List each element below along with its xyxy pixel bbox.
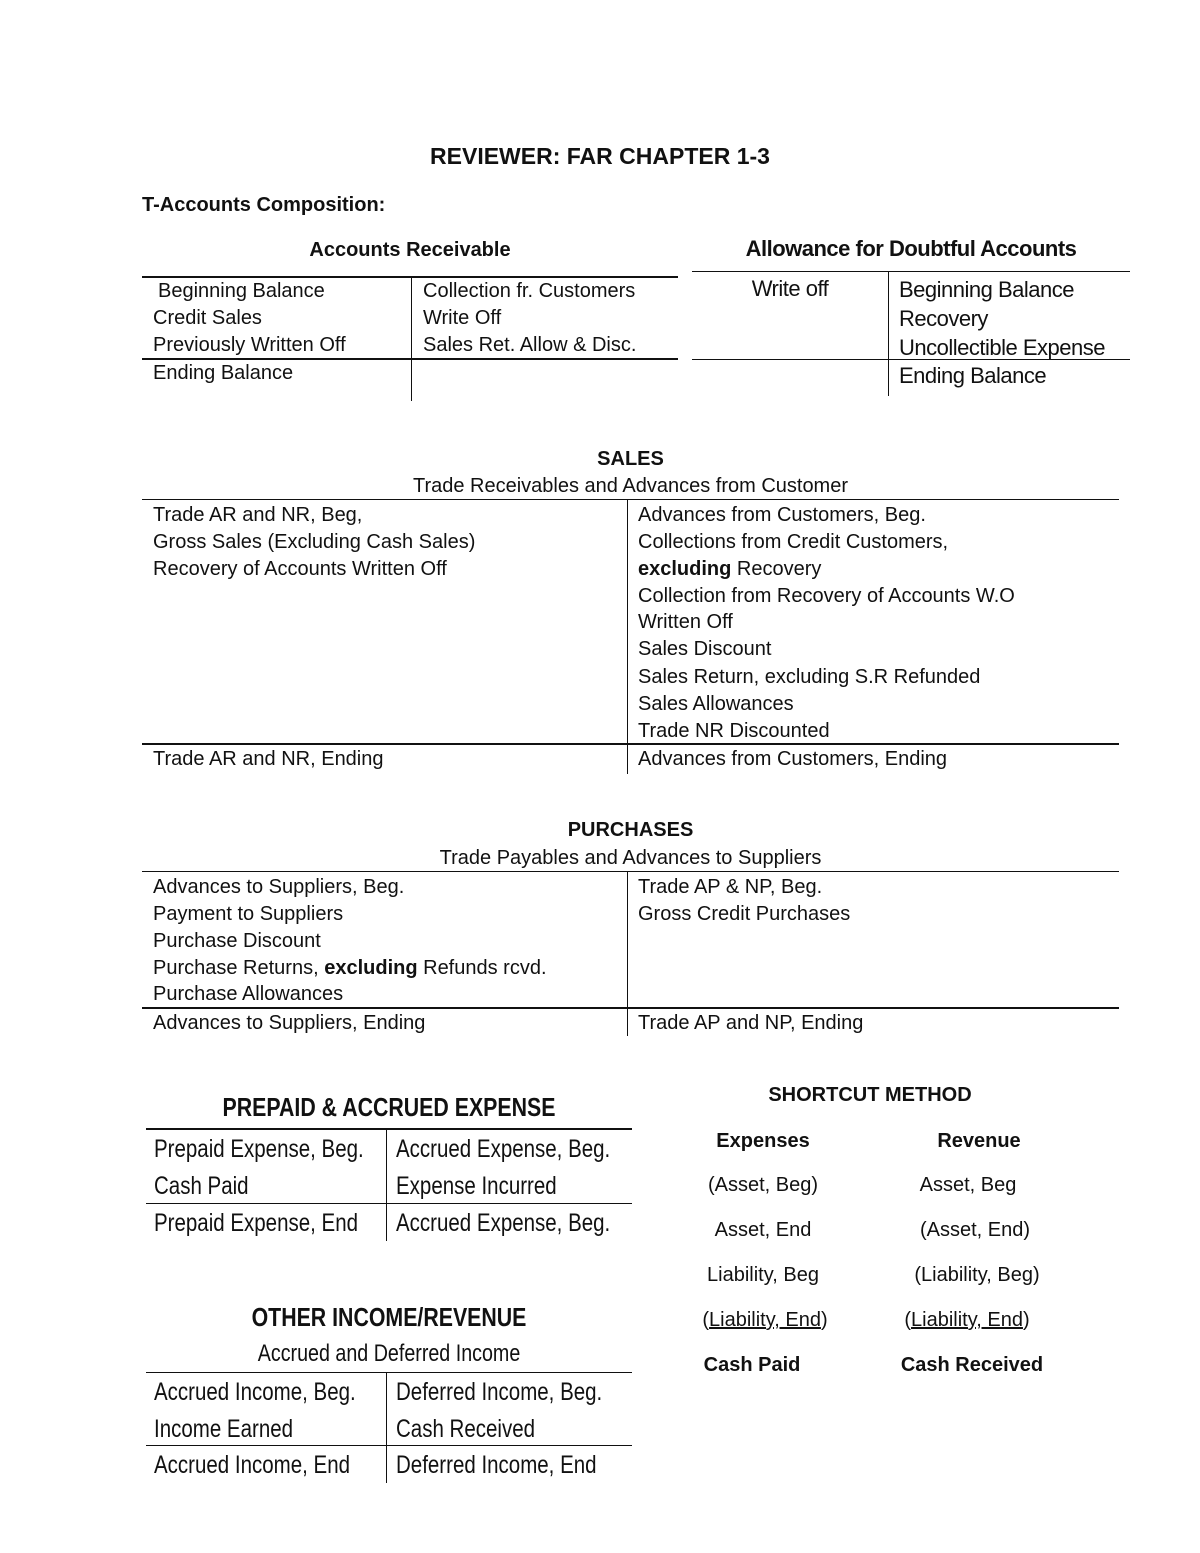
underlined-text: Liability, End (911, 1309, 1023, 1331)
sales-credit-item: Collection from Recovery of Accounts W.O (638, 585, 1015, 607)
expenses-header: Expenses (716, 1130, 810, 1152)
purchases-top-rule (142, 871, 1119, 872)
shortcut-title: SHORTCUT METHOD (768, 1084, 972, 1106)
sales-credit-total: Advances from Customers, Ending (638, 748, 948, 770)
sales-credit-item: Collections from Credit Customers, (638, 531, 949, 553)
sales-title: SALES (597, 448, 664, 470)
sales-credit-item: Sales Allowances (638, 693, 794, 715)
deferred-income-total: Deferred Income, End (396, 1451, 597, 1479)
paren: ) (1022, 1309, 1030, 1331)
sales-debit-item: Recovery of Accounts Written Off (153, 558, 447, 580)
ar-debit-item: Beginning Balance (158, 280, 325, 302)
allowance-credit-item: Recovery (899, 306, 988, 331)
page-title: REVIEWER: FAR CHAPTER 1-3 (430, 143, 770, 169)
ar-credit-item: Collection fr. Customers (423, 280, 636, 302)
sales-top-rule (142, 499, 1119, 500)
prepaid-debit-item: Prepaid Expense, Beg. (154, 1135, 364, 1163)
ar-debit-item: Credit Sales (153, 307, 262, 329)
purchases-debit-item (153, 955, 547, 982)
expenses-item: Liability, Beg (707, 1264, 819, 1286)
sales-debit-total: Trade AR and NR, Ending (153, 748, 384, 770)
expenses-total: Cash Paid (703, 1354, 801, 1376)
accrued-income-total: Accrued Income, End (154, 1451, 350, 1479)
sales-total-rule (142, 743, 1119, 745)
accrued-income-item: Income Earned (154, 1415, 294, 1443)
sales-debit-item: Trade AR and NR, Beg, (153, 504, 363, 526)
purchases-debit-item: Advances to Suppliers, Beg. (153, 876, 405, 898)
prepaid-accrued-title: PREPAID & ACCRUED EXPENSE (222, 1092, 556, 1122)
purchases-debit-item-text: Refunds rcvd. (417, 957, 547, 979)
sales-credit-item-text: Recovery (731, 558, 822, 580)
accrued-credit-total: Accrued Expense, Beg. (396, 1209, 611, 1237)
paren: ( (904, 1309, 912, 1331)
sales-divider (627, 500, 628, 774)
revenue-item (867, 1309, 1067, 1332)
other-income-top-rule (146, 1372, 632, 1373)
purchases-debit-total: Advances to Suppliers, Ending (153, 1012, 426, 1034)
sales-credit-item: Written Off (638, 611, 733, 633)
prepaid-debit-item: Cash Paid (154, 1172, 249, 1200)
revenue-item: (Liability, Beg) (914, 1264, 1040, 1286)
revenue-total: Cash Received (900, 1354, 1044, 1376)
sales-credit-item: Sales Discount (638, 638, 772, 660)
other-income-divider (386, 1373, 387, 1483)
prepaid-accrued-divider (386, 1129, 387, 1241)
accrued-credit-item: Expense Incurred (396, 1172, 557, 1200)
underlined-text: Liability, End (709, 1309, 821, 1331)
purchases-debit-item: Purchase Discount (153, 930, 321, 952)
allowance-debit-item: Write off (751, 276, 829, 301)
expenses-item: (Asset, Beg) (707, 1174, 819, 1196)
allowance-divider (888, 272, 889, 396)
purchases-credit-item: Trade AP & NP, Beg. (638, 876, 823, 898)
allowance-title: Allowance for Doubtful Accounts (745, 236, 1077, 261)
emphasis-text: excluding (638, 558, 732, 580)
purchases-debit-item: Purchase Allowances (153, 983, 344, 1005)
accrued-credit-item: Accrued Expense, Beg. (396, 1135, 611, 1163)
sales-credit-item: Trade NR Discounted (638, 720, 830, 742)
allowance-top-rule (692, 271, 1130, 272)
ar-credit-item: Sales Ret. Allow & Disc. (423, 334, 637, 356)
purchases-credit-total: Trade AP and NP, Ending (638, 1012, 864, 1034)
revenue-item: Asset, Beg (919, 1174, 1017, 1196)
revenue-item: (Asset, End) (919, 1219, 1031, 1241)
ar-credit-item: Write Off (423, 307, 502, 329)
purchases-divider (627, 872, 628, 1036)
prepaid-debit-total: Prepaid Expense, End (154, 1209, 359, 1237)
sales-credit-item: Advances from Customers, Beg. (638, 504, 926, 526)
ar-ending-balance: Ending Balance (153, 362, 294, 384)
allowance-total-rule (692, 359, 1130, 360)
purchases-debit-item: Payment to Suppliers (153, 903, 344, 925)
paren: ( (702, 1309, 710, 1331)
sales-subtitle: Trade Receivables and Advances from Customer (412, 475, 849, 497)
ar-debit-item: Previously Written Off (153, 334, 346, 356)
other-income-title: OTHER INCOME/REVENUE (251, 1302, 527, 1332)
paren: ) (820, 1309, 828, 1331)
expenses-item (665, 1309, 865, 1332)
accrued-income-item: Accrued Income, Beg. (154, 1378, 356, 1406)
purchases-credit-item: Gross Credit Purchases (638, 903, 851, 925)
sales-debit-item: Gross Sales (Excluding Cash Sales) (153, 531, 476, 553)
deferred-income-item: Cash Received (396, 1415, 536, 1443)
emphasis-text: excluding (324, 957, 418, 979)
allowance-ending-balance: Ending Balance (899, 363, 1047, 388)
section-heading: T-Accounts Composition: (142, 194, 386, 216)
purchases-subtitle: Trade Payables and Advances to Suppliers (439, 847, 822, 869)
revenue-header: Revenue (937, 1130, 1021, 1152)
other-income-total-rule (146, 1445, 632, 1446)
ar-title: Accounts Receivable (309, 239, 511, 261)
expenses-item: Asset, End (714, 1219, 812, 1241)
purchases-debit-item-text: Purchase Returns, (153, 957, 325, 979)
prepaid-accrued-total-rule (146, 1203, 632, 1204)
deferred-income-item: Deferred Income, Beg. (396, 1378, 603, 1406)
other-income-subtitle: Accrued and Deferred Income (257, 1340, 521, 1367)
ar-divider (411, 277, 412, 401)
sales-credit-item (638, 556, 821, 583)
prepaid-accrued-top-rule (146, 1128, 632, 1130)
allowance-credit-item: Uncollectible Expense (899, 335, 1105, 360)
sales-credit-item: Sales Return, excluding S.R Refunded (638, 666, 981, 688)
allowance-credit-item: Beginning Balance (899, 277, 1074, 302)
purchases-title: PURCHASES (567, 819, 694, 841)
purchases-total-rule (142, 1007, 1119, 1009)
